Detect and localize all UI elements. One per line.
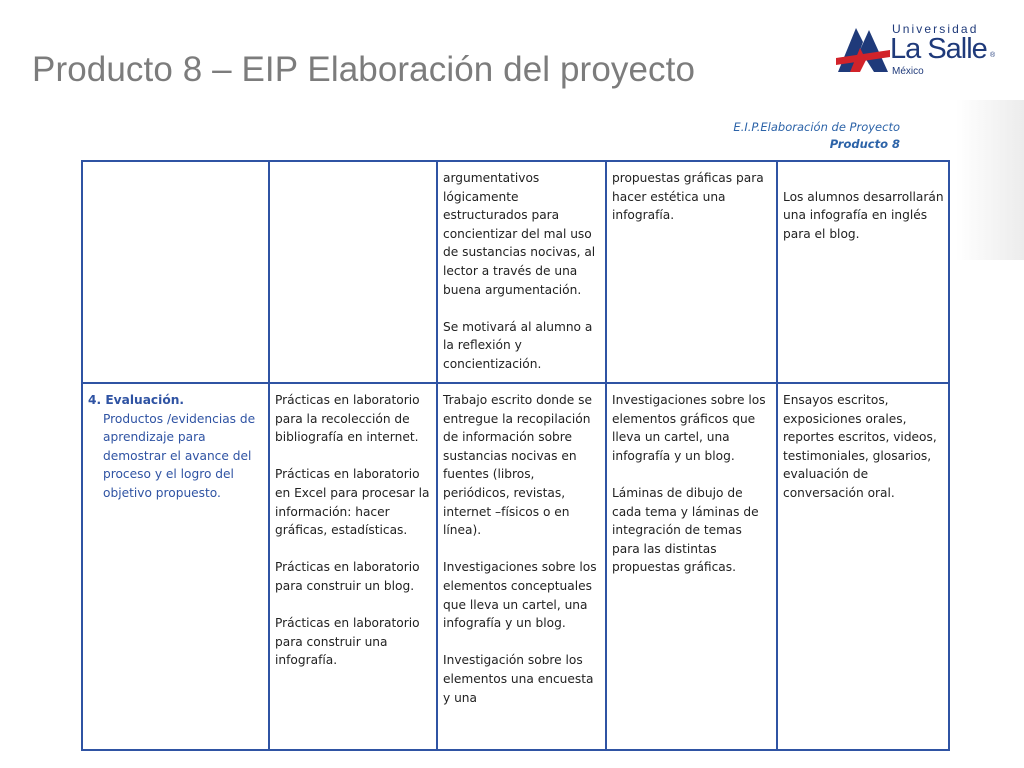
cell-paragraph: Ensayos escritos, exposiciones orales, reportes escritos, videos, testimoniales, glosarios, evaluación de conversación oral. xyxy=(783,393,937,500)
cell-paragraph: propuestas gráficas para hacer estética una infografía. xyxy=(612,171,764,223)
cell-paragraph: Los alumnos desarrollarán una infografía en inglés para el blog. xyxy=(783,189,944,241)
cell-paragraph: Trabajo escrito donde se entregue la recopilación de información sobre sustancias nocivas en fuentes (libros, periódicos, revistas, internet –físicos o en línea). xyxy=(443,393,592,538)
evaluation-description: Productos /evidencias de aprendizaje para demostrar el avance del proceso y el logro del objetivo propuesto. xyxy=(103,411,256,500)
document-header-product: Producto 8 xyxy=(829,137,900,151)
table-cell-graphics xyxy=(606,161,777,383)
slide-title: Producto 8 – EIP Elaboración del proyecto xyxy=(32,50,696,89)
la-salle-logo xyxy=(836,18,1006,80)
logo-brand-text: La Salle xyxy=(890,33,987,65)
table-cell-graphics xyxy=(606,383,777,750)
logo-registered-mark: ® xyxy=(990,52,996,59)
table-row xyxy=(82,161,949,383)
cell-paragraph: Se motivará al alumno a la reflexión y concientización. xyxy=(443,319,593,371)
table-cell-english xyxy=(777,161,949,383)
cell-paragraph: Investigaciones sobre los elementos conceptuales que lleva un cartel, una infografía y un blog. xyxy=(443,560,597,631)
evaluation-table xyxy=(81,160,950,751)
table-cell-english xyxy=(777,383,949,750)
evaluation-heading: 4. Evaluación. xyxy=(88,393,185,407)
cell-paragraph: Prácticas en laboratorio para construir una infografía. xyxy=(275,616,420,668)
logo-university-text: Universidad xyxy=(892,22,979,36)
cell-paragraph: Investigación sobre los elementos una encuesta y una xyxy=(443,653,594,705)
table-cell-stage xyxy=(82,383,269,750)
logo-country-text: México xyxy=(892,66,924,77)
table-cell-activities xyxy=(269,383,437,750)
cell-paragraph: Prácticas en laboratorio para la recolección de bibliografía en internet. xyxy=(275,393,420,445)
cell-paragraph: Láminas de dibujo de cada tema y láminas de integración de temas para las distintas propuestas gráficas. xyxy=(612,485,759,575)
la-salle-emblem-icon xyxy=(836,22,890,74)
document-header-title: E.I.P.Elaboración de Proyecto xyxy=(733,120,900,134)
cell-paragraph: Prácticas en laboratorio en Excel para procesar la información: hacer gráficas, estadísticas. xyxy=(275,467,430,538)
cell-paragraph: argumentativos lógicamente estructurados para concientizar del mal uso de sustancias nocivas, al lector a través de una buena argumentación. xyxy=(443,171,596,297)
table-cell-stage xyxy=(82,161,269,383)
table-cell-products xyxy=(437,161,606,383)
background-shade xyxy=(956,100,1024,260)
cell-paragraph: Investigaciones sobre los elementos gráficos que lleva un cartel, una infografía y un blog. xyxy=(612,393,766,463)
table-row xyxy=(82,383,949,750)
table-cell-activities xyxy=(269,161,437,383)
cell-paragraph: Prácticas en laboratorio para construir un blog. xyxy=(275,560,420,593)
document-header xyxy=(733,119,900,153)
table-cell-products xyxy=(437,383,606,750)
